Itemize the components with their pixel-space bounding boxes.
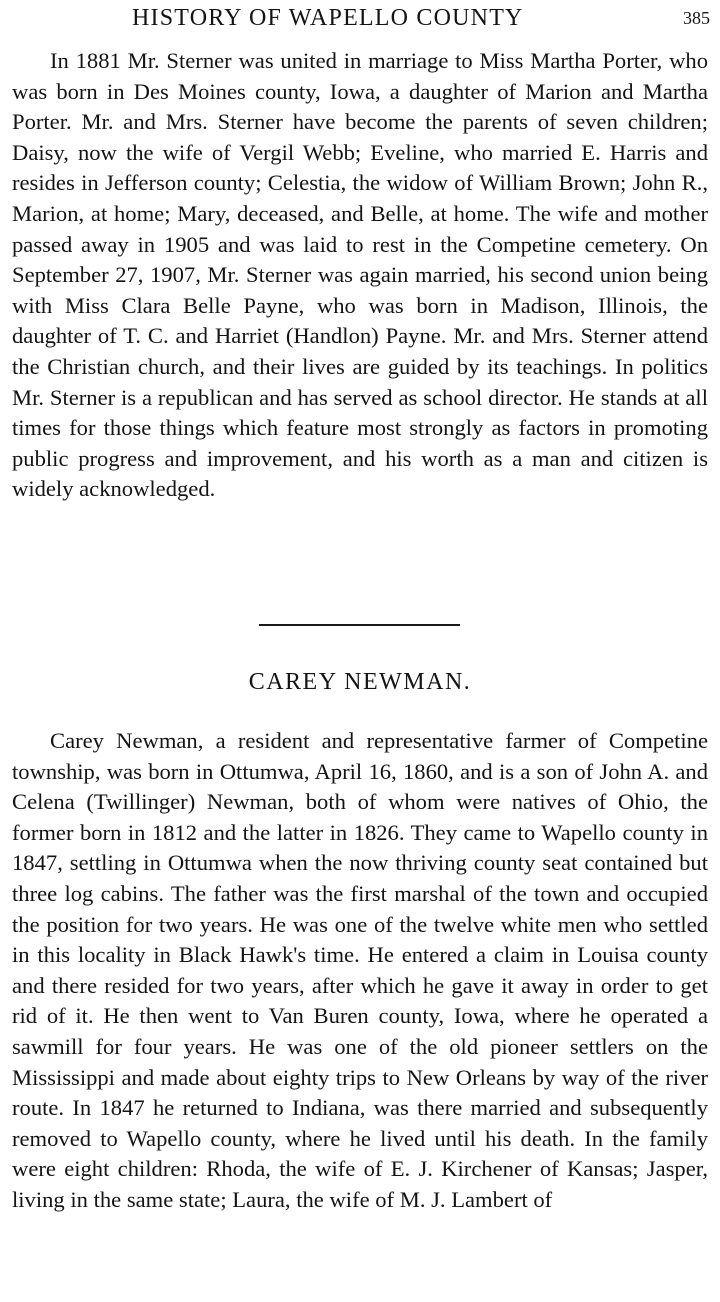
sterner-sketch-paragraph: In 1881 Mr. Sterner was united in marriage to Miss Martha Porter, who was born in Des Moines county, Iowa, a daughter of Marion and Martha Porter. Mr. and Mrs. Sterner have become the parents of seven children; Daisy, now the wife of Vergil Webb; Eveline, who married E. Harris and resides in Jefferson county; Celestia, the widow of William Brown; John R., Marion, at home; Mary, deceased, and Belle, at home. The wife and mother passed away in 1905 and was laid to rest in the Competine cemetery. On September 27, 1907, Mr. Sterner was again married, his second union being with Miss Clara Belle Payne, who was born in Madison, Illinois, the daughter of T. C. and Harriet (Handlon) Payne. Mr. and Mrs. Sterner attend the Christian church, and their lives are guided by its teachings. In politics Mr. Sterner is a republican and has served as school director. He stands at all times for those things which feature most strongly as factors in promoting public progress and improvement, and his worth as a man and citizen is widely acknowledged. xyxy=(12,48,708,502)
section-heading: CAREY NEWMAN. xyxy=(248,669,472,695)
newman-sketch-paragraph: Carey Newman, a resident and representative farmer of Competine township, was born in Ottumwa, April 16, 1860, and is a son of John A. and Celena (Twillinger) Newman, both of whom were natives of Ohio, the former born in 1812 and the latter in 1826. They came to Wapello county in 1847, settling in Ottumwa when the now thriving county seat contained but three log cabins. The father was the first marshal of the town and occupied the position for two years. He was one of the twelve white men who settled in this locality in Black Hawk's time. He entered a claim in Louisa county and there resided for two years, after which he gave it away in order to get rid of it. He then went to Van Buren county, Iowa, where he operated a sawmill for four years. He was one of the old pioneer settlers on the Mississippi and made about eighty trips to New Orleans by way of the river route. In 1847 he returned to Indiana, was there married and subsequently removed to Wapello county, where he lived until his death. In the family were eight children: Rhoda, the wife of E. J. Kirchener of Kansas; Jasper, living in the same state; Laura, the wife of M. J. Lambert of xyxy=(12,728,708,1212)
page-number: 385 xyxy=(683,8,710,28)
running-head xyxy=(0,2,720,36)
running-title: HISTORY OF WAPELLO COUNTY xyxy=(132,5,524,31)
section-divider xyxy=(259,624,460,626)
